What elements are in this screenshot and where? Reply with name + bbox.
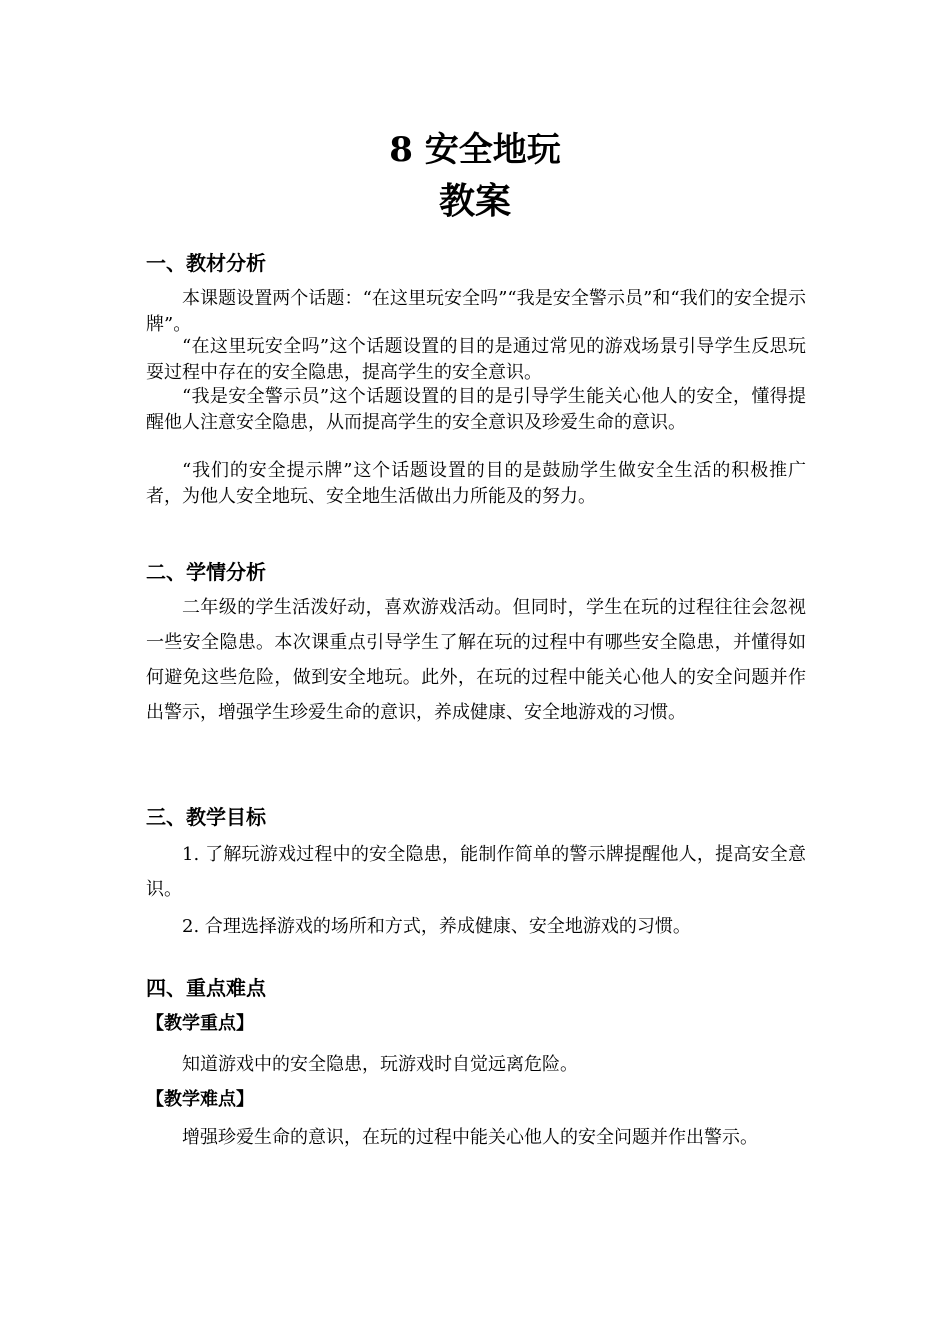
lesson-subtitle: 教案: [438, 180, 511, 222]
section-heading-objectives: 三、教学目标: [146, 805, 266, 829]
section-heading-key-points: 四、重点难点: [146, 976, 266, 1000]
difficulty-text: 增强珍爱生命的意识，在玩的过程中能关心他人的安全问题并作出警示。: [182, 1127, 758, 1148]
paragraph: 二年级的学生活泼好动，喜欢游戏活动。但同时，学生在玩的过程往往会忽视一些安全隐患。本次课重点引导学生了解在玩的过程中有哪些安全隐患，并懂得如何避免这些危险，做到安全地玩。此外，在玩的过程中能关心他人的安全问题并作出警示，增强学生珍爱生命的意识，养成健康、安全地游戏的习惯。: [146, 597, 806, 723]
key-point-label: 【教学重点】: [146, 1013, 254, 1034]
paragraph: “在这里玩安全吗”这个话题设置的目的是通过常见的游戏场景引导学生反思玩耍过程中存在的安全隐患，提高学生的安全意识。: [146, 336, 806, 383]
lesson-title: 8 安全地玩: [389, 130, 561, 170]
paragraph: “我是安全警示员”这个话题设置的目的是引导学生能关心他人的安全，懂得提醒他人注意安全隐患，从而提高学生的安全意识及珍爱生命的意识。: [146, 386, 806, 433]
key-point-text: 知道游戏中的安全隐患，玩游戏时自觉远离危险。: [182, 1054, 578, 1075]
objective-item: 1. 了解玩游戏过程中的安全隐患，能制作简单的警示牌提醒他人，提高安全意识。: [146, 844, 806, 900]
objective-item: 2. 合理选择游戏的场所和方式，养成健康、安全地游戏的习惯。: [182, 916, 691, 937]
difficulty-label: 【教学难点】: [146, 1089, 254, 1110]
paragraph: “我们的安全提示牌”这个话题设置的目的是鼓励学生做安全生活的积极推广者，为他人安全地玩、安全地生活做出力所能及的努力。: [146, 460, 806, 507]
section-heading-materials: 一、教材分析: [146, 251, 266, 275]
section-heading-students: 二、学情分析: [146, 560, 266, 584]
paragraph: 本课题设置两个话题：“在这里玩安全吗”“我是安全警示员”和“我们的安全提示牌”。: [146, 288, 806, 335]
